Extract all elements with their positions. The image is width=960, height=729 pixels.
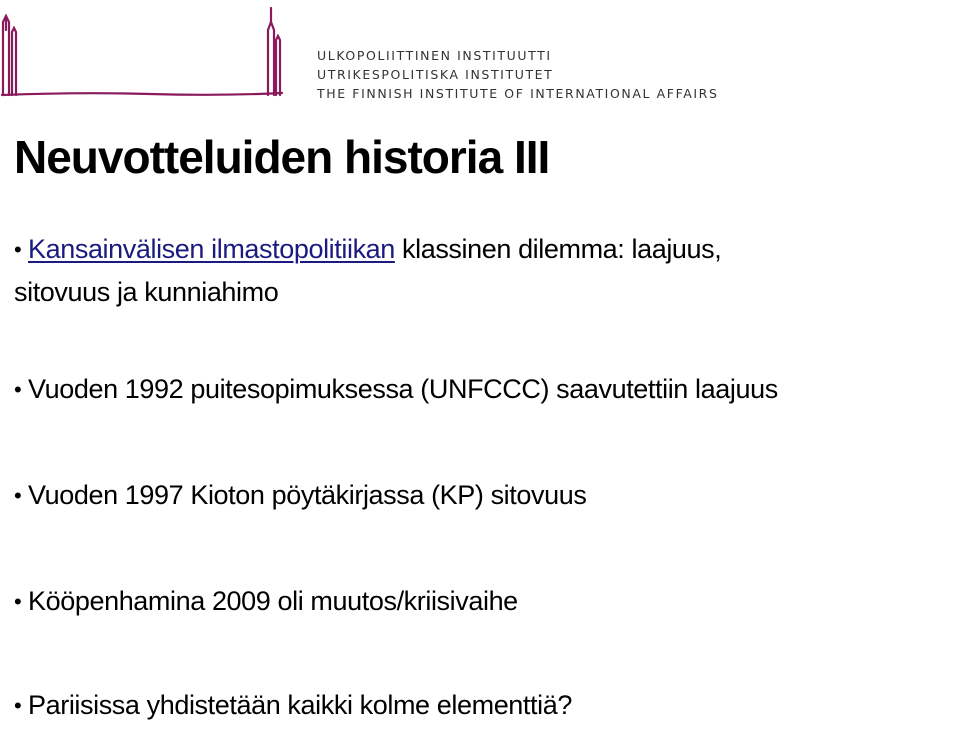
bullet-item-1 bbox=[14, 226, 721, 315]
bullet-item-4 bbox=[14, 578, 518, 625]
institute-name-en: THE FINNISH INSTITUTE OF INTERNATIONAL AFFAIRS bbox=[317, 86, 719, 101]
bullet-text: Kööpenhamina 2009 oli muutos/kriisivaihe bbox=[28, 586, 518, 616]
bullet-link[interactable]: Kansainvälisen ilmastopolitiikan bbox=[28, 234, 395, 264]
institute-name bbox=[317, 46, 719, 103]
bullet-marker: • bbox=[14, 589, 22, 614]
slide-title: Neuvotteluiden historia III bbox=[14, 131, 550, 183]
bullet-text: Vuoden 1997 Kioton pöytäkirjassa (KP) sitovuus bbox=[28, 480, 587, 510]
institute-logo-icon bbox=[0, 0, 290, 100]
bullet-text: Vuoden 1992 puitesopimuksessa (UNFCCC) saavutettiin laajuus bbox=[28, 374, 778, 404]
bullet-marker: • bbox=[14, 237, 22, 262]
bullet-marker: • bbox=[14, 483, 22, 508]
bullet-item-3 bbox=[14, 472, 586, 519]
bullet-marker: • bbox=[14, 693, 22, 718]
institute-name-sv: UTRIKESPOLITISKA INSTITUTET bbox=[317, 67, 554, 82]
bullet-marker: • bbox=[14, 377, 22, 402]
bullet-text: klassinen dilemma: laajuus, bbox=[394, 234, 722, 264]
bullet-item-2 bbox=[14, 366, 778, 413]
bullet-text: Pariisissa yhdistetään kaikki kolme elementtiä? bbox=[28, 690, 572, 720]
bullet-text-continuation: sitovuus ja kunniahimo bbox=[14, 277, 279, 307]
institute-name-fi: ULKOPOLIITTINEN INSTITUUTTI bbox=[317, 48, 552, 63]
